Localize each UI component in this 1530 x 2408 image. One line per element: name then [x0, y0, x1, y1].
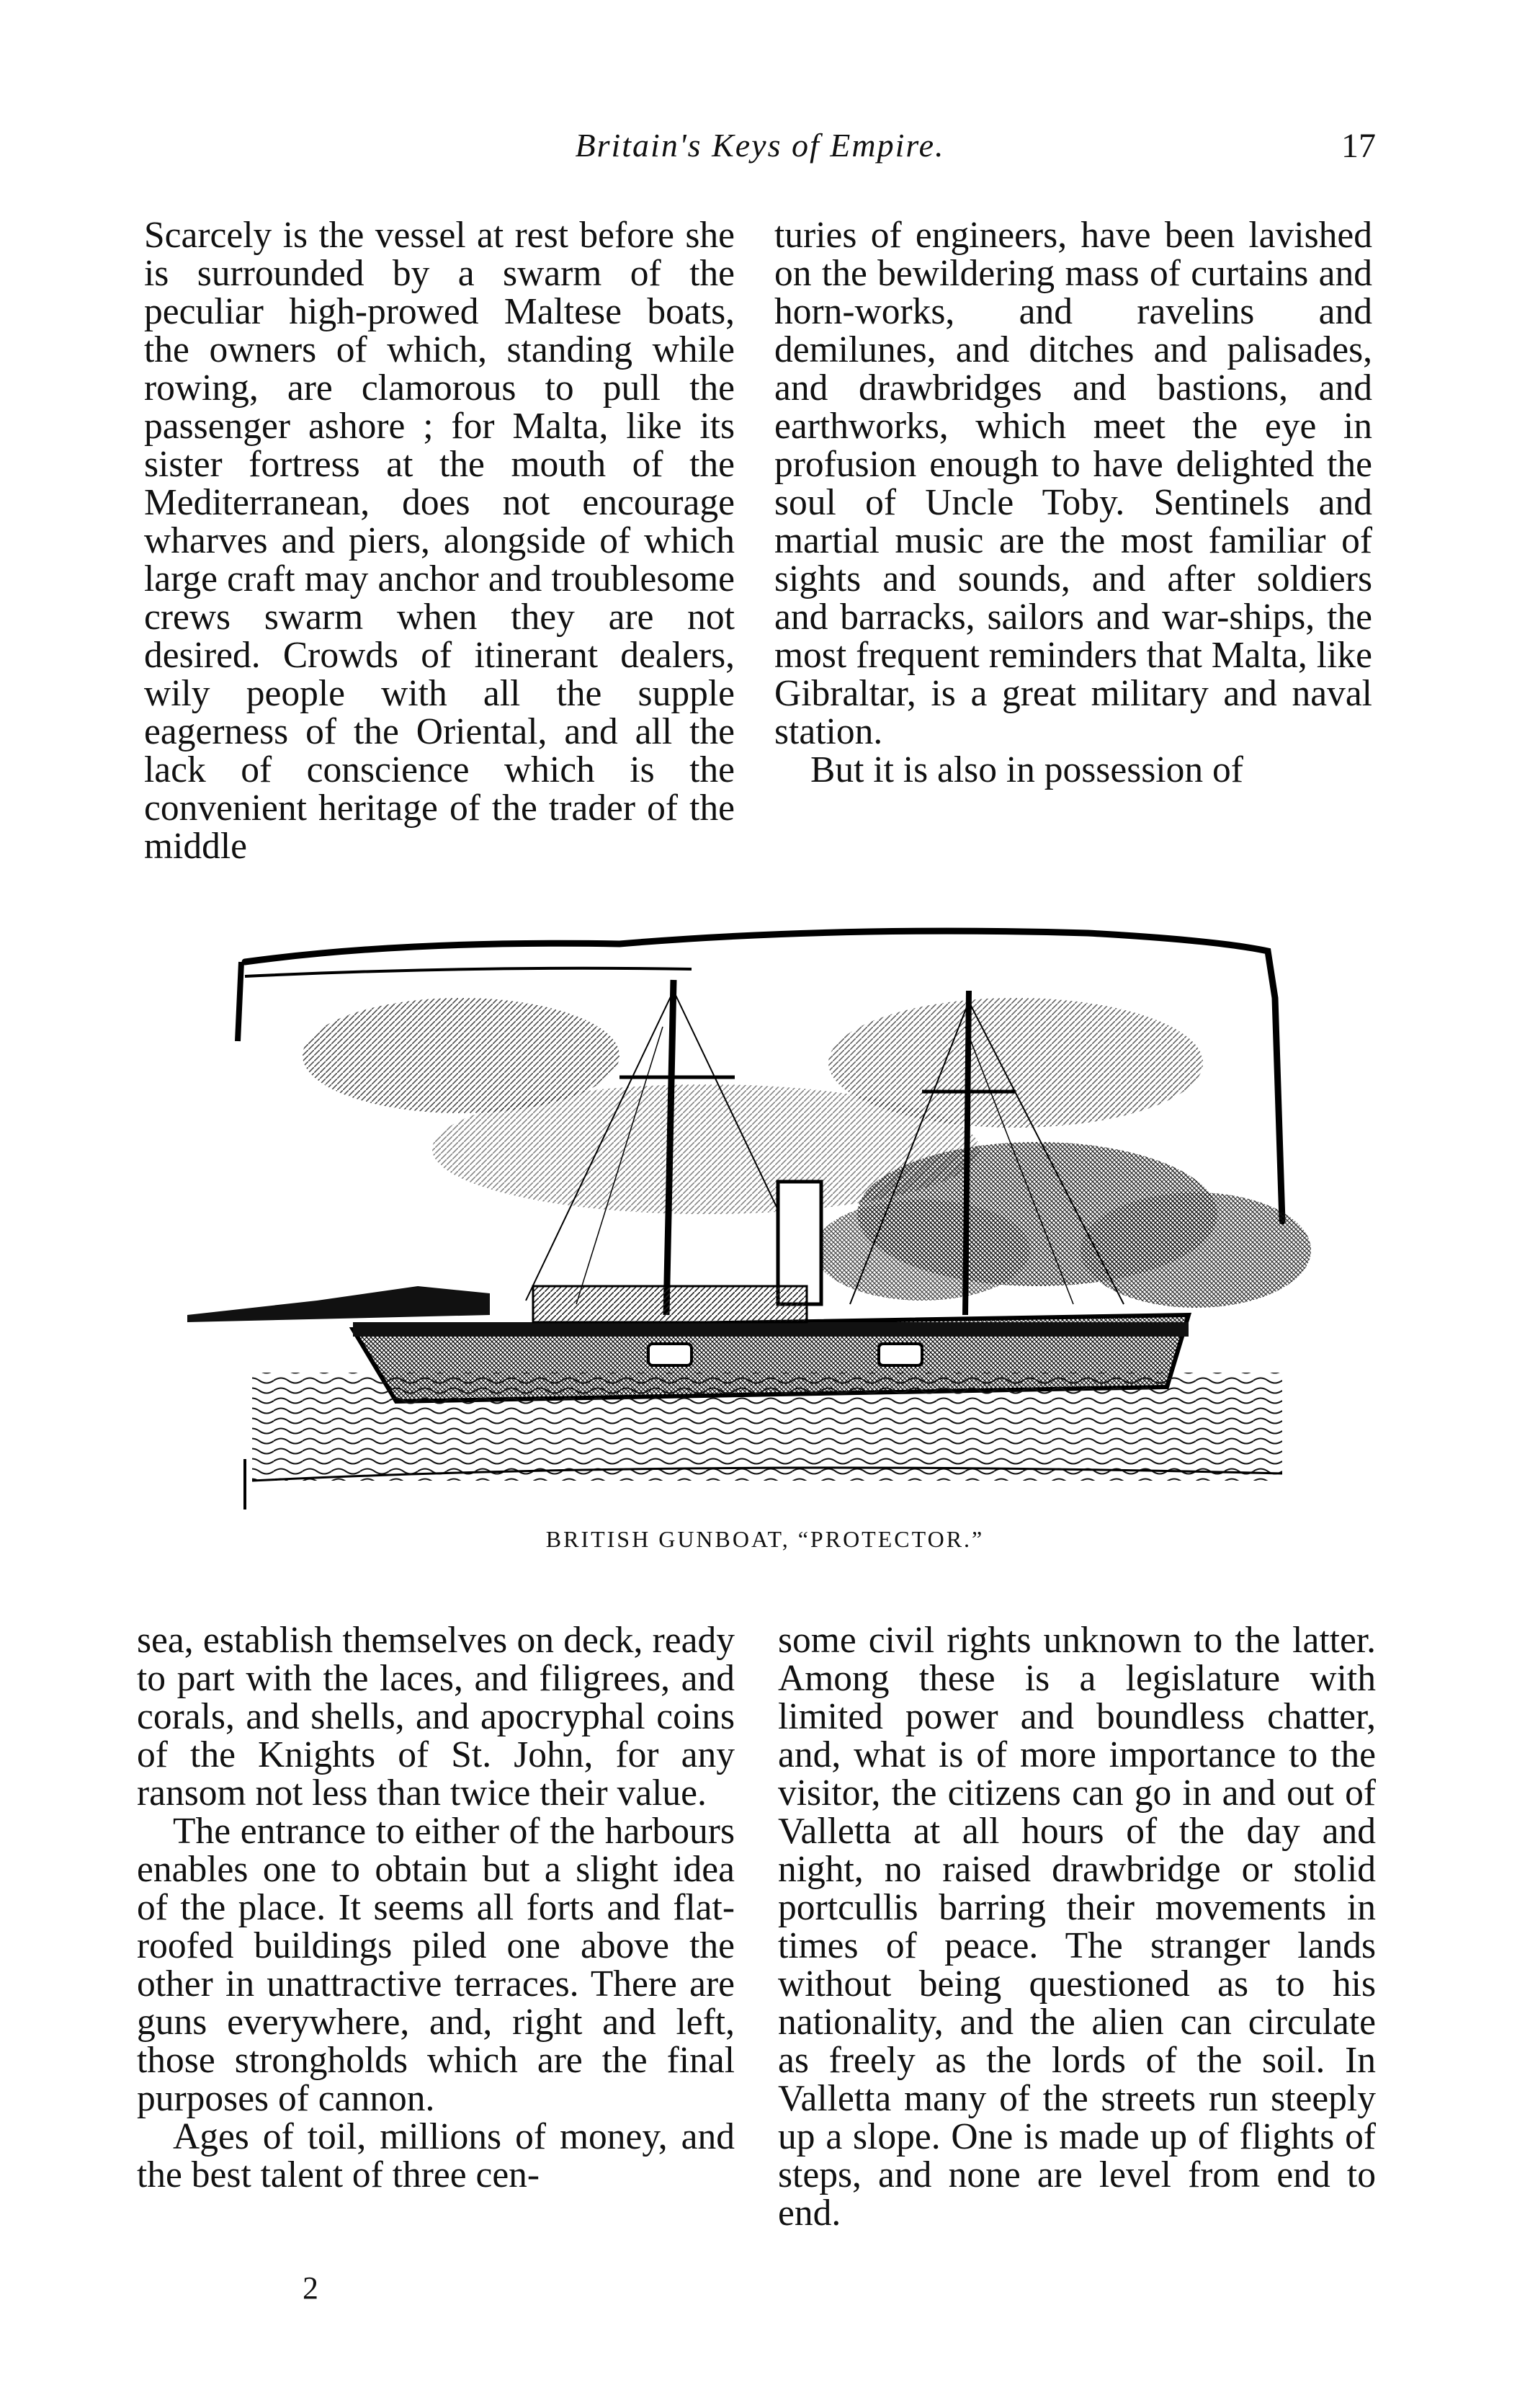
paragraph: Ages of toil, millions of money, and the best talent of three cen-: [137, 2116, 735, 2195]
text-column-upper-left: [144, 216, 735, 865]
signature-mark: 2: [303, 2270, 318, 2306]
text-column-lower-left: [137, 1621, 735, 2194]
page-number: 17: [1341, 127, 1376, 165]
running-head: [144, 126, 1376, 177]
paragraph: The entrance to either of the harbours enables one to obtain but a slight idea of the place. It seems all forts and flat-roofed buildings piled one above the other in unattractive terraces. There are guns everywhere, and, right and left, those strongholds which are the final purposes of cannon.: [137, 1811, 735, 2119]
gunboat-engraving: [187, 911, 1347, 1510]
paragraph: sea, establish themselves on deck, ready to part with the laces, and filigrees, and corals, and shells, and apocryphal coins of the Knights of St. John, for any ransom not less than twice their value.: [137, 1620, 735, 1814]
text-column-upper-right: [774, 216, 1372, 789]
paragraph: Scarcely is the vessel at rest before she is surrounded by a swarm of the peculiar high-prowed Maltese boats, the owners of which, standing while rowing, are clamorous to pull the passenger ashore ; for Malta, like its sister fortress at the mouth of the Mediterranean, does not encourage wharves and piers, alongside of which large craft may anchor and troublesome crews swarm when they are not desired. Crowds of itinerant dealers, wily people with all the supple eagerness of the Oriental, and all the lack of conscience which is the convenient heritage of the trader of the middle: [144, 215, 735, 867]
text-column-lower-right: [778, 1621, 1376, 2232]
gunboat-illustration-image: [187, 911, 1347, 1510]
paragraph: turies of engineers, have been lavished on the bewildering mass of curtains and horn-works, and ravelins and demilunes, and ditches and palisades, and drawbridges and bastions, and earthworks, which meet the eye in profusion enough to have delighted the soul of Uncle Toby. Sentinels and martial music are the most familiar of sights and sounds, and after soldiers and barracks, sailors and war-ships, the most frequent reminders that Malta, like Gibraltar, is a great military and naval station.: [774, 215, 1372, 752]
paragraph: But it is also in possession of: [810, 749, 1243, 790]
paragraph: some civil rights unknown to the latter. Among these is a legislature with limited power and boundless chatter, and, what is of more importance to the visitor, the citizens can go in and out of Valletta at all hours of the day and night, no raised drawbridge or stolid portcullis barring their movements in times of peace. The stranger lands without being questioned as to his nationality, and the alien can circulate as freely as the lords of the soil. In Valletta many of the streets run steeply up a slope. One is made up of flights of steps, and none are level from end to end.: [778, 1620, 1376, 2234]
illustration-caption: BRITISH GUNBOAT, “PROTECTOR.”: [545, 1526, 985, 1552]
running-title: Britain's Keys of Empire.: [575, 127, 945, 164]
